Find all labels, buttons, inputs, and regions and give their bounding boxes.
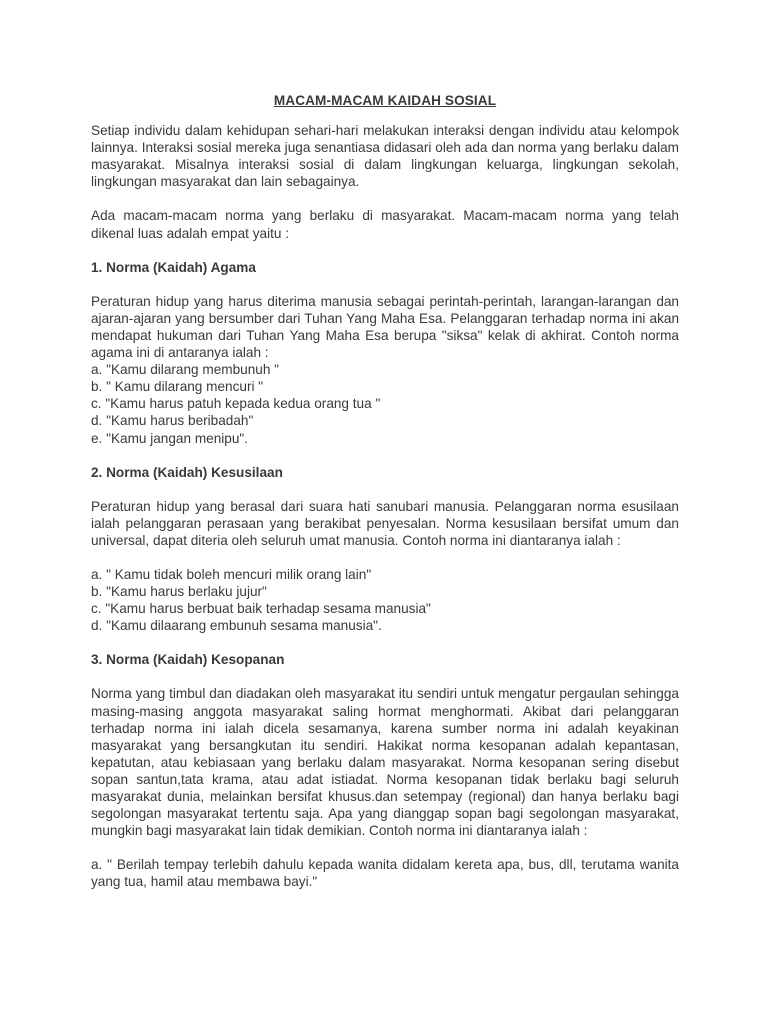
- example-item: c. "Kamu harus berbuat baik terhadap sesama manusia": [91, 601, 431, 617]
- intro-paragraph-2: Ada macam-macam norma yang berlaku di masyarakat. Macam-macam norma yang telah dikenal luas adalah empat yaitu :: [91, 208, 679, 241]
- section-heading-agama: 1. Norma (Kaidah) Agama: [91, 259, 256, 275]
- spacer: [91, 242, 679, 259]
- spacer: [91, 481, 679, 498]
- section-body-kesusilaan: Peraturan hidup yang berasal dari suara hati sanubari manusia. Pelanggaran norma esusilaan ialah pelanggaran perasaan yang berakibat penyesalan. Norma kesusilaan bersifat umum dan universal, dapat diteria oleh seluruh umat manusia. Contoh norma ini diantaranya ialah :: [91, 498, 679, 548]
- spacer: [91, 549, 679, 566]
- example-item: b. "Kamu harus berlaku jujur": [91, 584, 267, 600]
- example-item: c. "Kamu harus patuh kepada kedua orang tua ": [91, 396, 381, 412]
- spacer: [91, 634, 679, 651]
- document-page: [91, 92, 679, 890]
- intro-paragraph: Setiap individu dalam kehidupan sehari-hari melakukan interaksi dengan individu atau kelompok lainnya. Interaksi sosial mereka juga senantiasa didasari oleh ada dan norma yang berlaku dalam masyarakat. Misalnya interaksi sosial di dalam lingkungan keluarga, lingkungan sekolah, lingkungan masyarakat dan lain sebagainya.: [91, 123, 679, 190]
- section-heading-kesusilaan: 2. Norma (Kaidah) Kesusilaan: [91, 464, 283, 480]
- section-heading-kesopanan: 3. Norma (Kaidah) Kesopanan: [91, 652, 285, 668]
- section-body-agama: Peraturan hidup yang harus diterima manusia sebagai perintah-perintah, larangan-larangan dan ajaran-ajaran yang bersumber dari Tuhan Yang Maha Esa. Pelanggaran terhadap norma ini akan mendapat hukuman dari Tuhan Yang Maha Esa berupa "siksa" kelak di akhirat. Contoh norma agama ini di antaranya ialah :: [91, 293, 679, 361]
- spacer: [91, 190, 679, 207]
- section-body-kesopanan: Norma yang timbul dan diadakan oleh masyarakat itu sendiri untuk mengatur pergaulan sehingga masing-masing anggota masyarakat saling hormat menghormati. Akibat dari pelanggaran terhadap norma ini ialah dicela sesamanya, karena sumber norma ini adalah keyakinan masyarakat yang bersangkutan itu sendiri. Hakikat norma kesopanan adalah kepantasan, kepatutan, atau kebiasaan yang berlaku dalam masyarakat. Norma kesopanan sering disebut sopan santun,tata krama, atau adat istiadat. Norma kesopanan tidak berlaku bagi seluruh masyarakat dunia, melainkan bersifat khusus.dan setempay (regional) dan hanya berlaku bagi segolongan masyarakat tertentu saja. Apa yang dianggap sopan bagi segolongan masyarakat, mungkin bagi masyarakat lain tidak demikian. Contoh norma ini diantaranya ialah :: [91, 686, 679, 839]
- example-item: e. "Kamu jangan menipu".: [91, 430, 249, 446]
- spacer: [91, 276, 679, 293]
- example-item: d. "Kamu dilaarang embunuh sesama manusia".: [91, 618, 382, 634]
- spacer: [91, 447, 679, 464]
- spacer: [91, 668, 679, 685]
- document-title: MACAM-MACAM KAIDAH SOSIAL: [273, 93, 497, 108]
- example-item: d. "Kamu harus beribadah": [91, 413, 254, 429]
- example-item: a. " Berilah tempay terlebih dahulu kepada wanita didalam kereta apa, bus, dll, terutama wanita yang tua, hamil atau membawa bayi.": [91, 857, 679, 890]
- example-item: a. "Kamu dilarang membunuh ": [91, 362, 279, 378]
- example-item: a. " Kamu tidak boleh mencuri milik orang lain": [91, 566, 372, 582]
- example-item: b. " Kamu dilarang mencuri ": [91, 379, 264, 395]
- spacer: [91, 839, 679, 856]
